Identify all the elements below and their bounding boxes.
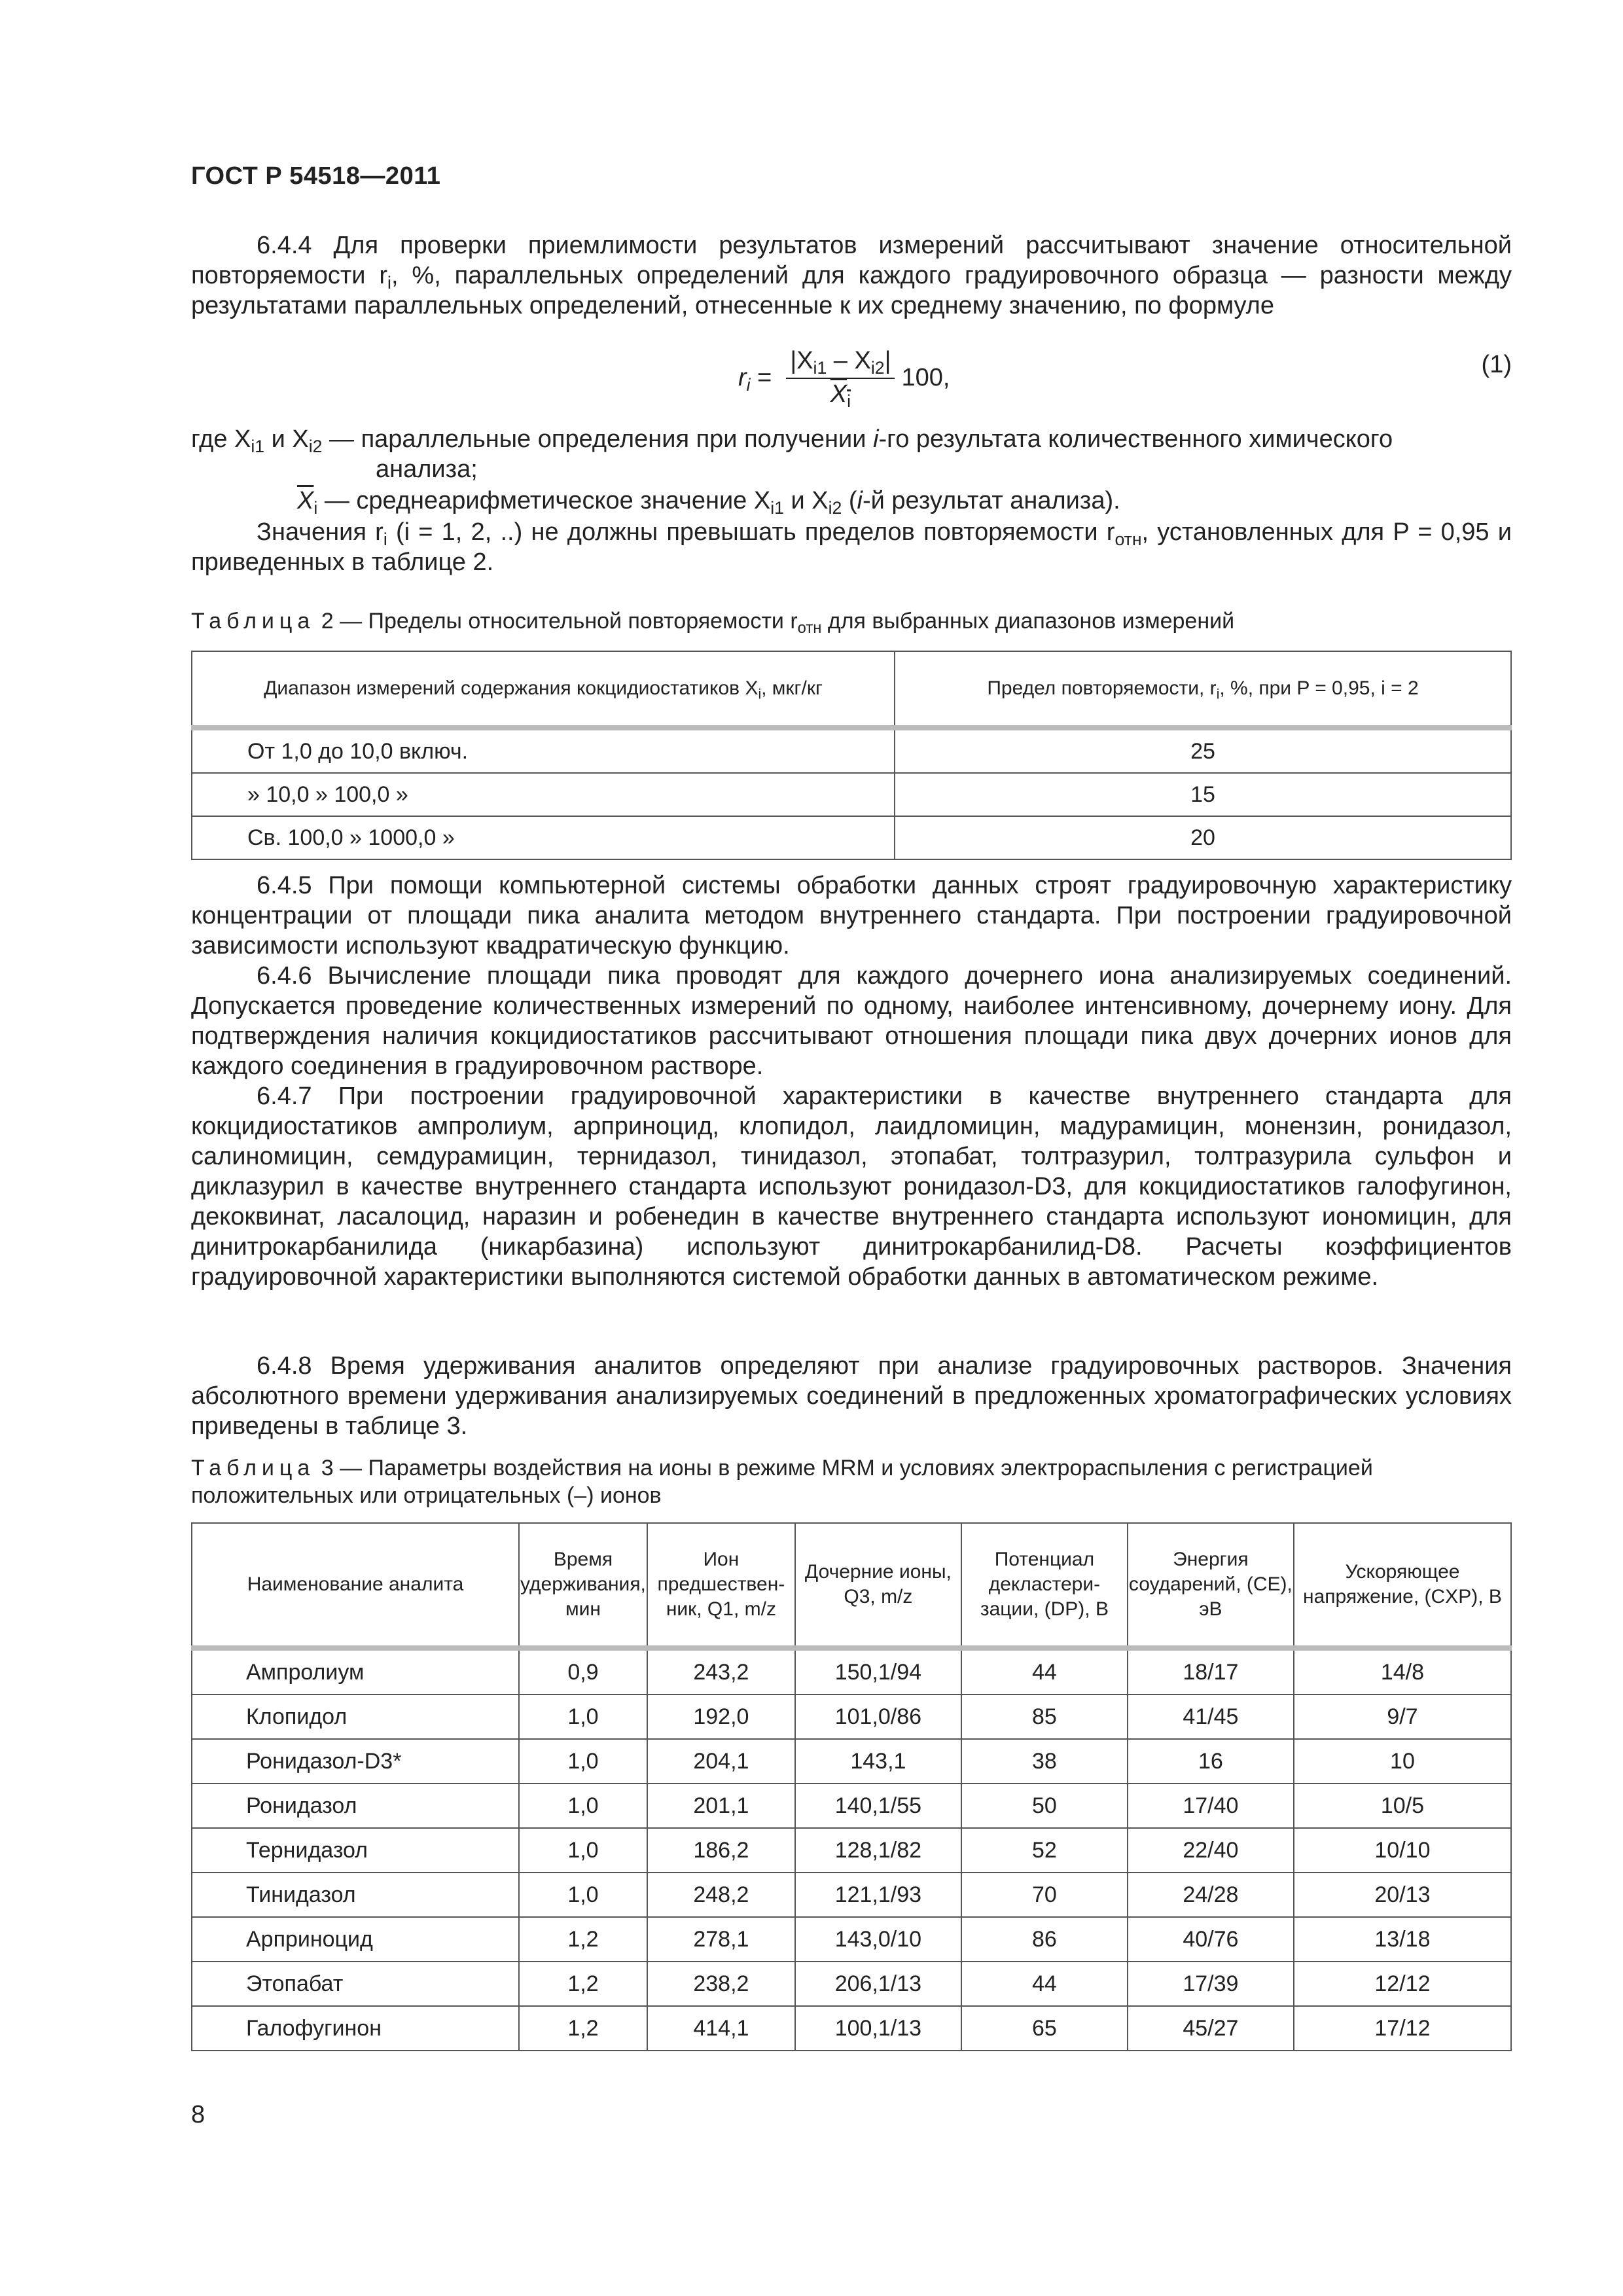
table-row: От 1,0 до 10,0 включ. 25 (192, 728, 1511, 773)
paragraph-6-4-5: 6.4.5 При помощи компьютерной системы обработки данных строят градуировочную характеристику концентрации от площади пика аналита методом внутреннего стандарта. При построении градуировочной зависимости используют квадратическую функцию. (191, 872, 1512, 960)
table-row (192, 1739, 1511, 1784)
table-cell: 204,1 (647, 1739, 795, 1784)
table-cell: 16 (1128, 1739, 1294, 1784)
table-cell: 14/8 (1294, 1648, 1511, 1695)
where-line-2: $\overline{X}_i$ — среднеарифметическое значение $X_{i1}$ и $X_{i2}$ (i-й результат анализа). (297, 487, 1120, 518)
table-cell: 24/28 (1128, 1873, 1294, 1917)
table-cell: Тернидазол (192, 1828, 519, 1873)
table-cell: 12/12 (1294, 1962, 1511, 2006)
table3-header-daughter: Дочерние ионы, Q3, m/z (795, 1523, 961, 1648)
table-cell: 20/13 (1294, 1873, 1511, 1917)
table-row (192, 1873, 1511, 1917)
paragraph-values: Значения $r_i$ (i = 1, 2, ..) не должны превышать пределов повторяемости $r_{отн}$, установленных для P = 0,95 и приведенных в таблице 2. (191, 518, 1512, 576)
table-cell: 86 (961, 1917, 1128, 1962)
table-cell: 1,0 (519, 1695, 647, 1739)
table-row: » 10,0 » 100,0 » 15 (192, 773, 1511, 816)
table-cell: 10/5 (1294, 1784, 1511, 1828)
table-cell: 243,2 (647, 1648, 795, 1695)
table-cell: 150,1/94 (795, 1648, 961, 1695)
table-cell: 248,2 (647, 1873, 795, 1917)
formula-expression: $r_i$ = $\frac{|X_{i1} - X_{i2}|}{X_i}$ 100, (738, 347, 950, 411)
paragraph-6-4-8: 6.4.8 Время удерживания аналитов определяют при анализе градуировочных растворов. Значения абсолютного времени удерживания анализируемых соединений в предложенных хроматографических условиях приведены в таблице 3. (191, 1352, 1512, 1440)
table-cell: 17/12 (1294, 2006, 1511, 2051)
table-cell: 22/40 (1128, 1828, 1294, 1873)
table-cell: 1,2 (519, 1962, 647, 2006)
table3-header-ce: Энергия соударений, (CE), эВ (1128, 1523, 1294, 1648)
paragraph-6-4-7: 6.4.7 При построении градуировочной характеристики в качестве внутреннего стандарта для кокцидиостатиков ампролиум, арприноцид, клопидол, лаидломицин, мадурамицин, монензин, ронидазол, салиномицин, семдурамицин, тернидазол, тинидазол, этопабат, толтразурил, толтразурила сульфон и диклазурил в качестве внутреннего стандарта используют ронидазол-D3, для кокцидиостатиков галофугинон, декоквинат, ласалоцид, наразин и робенедин в качестве внутреннего стандарта используют иономицин, для динитрокарбанилида (никарбазина) используют динитрокарбанилид-D8. Расчеты коэффициентов градуировочной характеристики выполняются системой обработки данных в автоматическом режиме. (191, 1083, 1512, 1291)
table3-body (192, 1648, 1511, 2051)
table-cell: 143,0/10 (795, 1917, 961, 1962)
formula-fraction: $\frac{|X_{i1} - X_{i2}|}{X_i}$ (786, 347, 895, 408)
table-cell: 9/7 (1294, 1695, 1511, 1739)
table-cell: 17/39 (1128, 1962, 1294, 2006)
table-cell: 100,1/13 (795, 2006, 961, 2051)
where-line-1: где $X_{i1}$ и $X_{i2}$ — параллельные определения при получении i-го результата количественного химического (191, 425, 1393, 456)
table-row (192, 1695, 1511, 1739)
table-cell: 52 (961, 1828, 1128, 1873)
where-line-1b: анализа; (376, 456, 478, 483)
table-cell: 128,1/82 (795, 1828, 961, 1873)
table-cell: Этопабат (192, 1962, 519, 2006)
table-cell: 121,1/93 (795, 1873, 961, 1917)
table-cell: Галофугинон (192, 2006, 519, 2051)
table-cell: 44 (961, 1962, 1128, 2006)
table-cell: 101,0/86 (795, 1695, 961, 1739)
table-cell: 1,0 (519, 1739, 647, 1784)
table-cell: 140,1/55 (795, 1784, 961, 1828)
table-cell: 414,1 (647, 2006, 795, 2051)
table3-header-dp: Потенциал декластери-зации, (DP), В (961, 1523, 1128, 1648)
table-cell: Тинидазол (192, 1873, 519, 1917)
table-cell: 70 (961, 1873, 1128, 1917)
table-cell: 1,0 (519, 1873, 647, 1917)
table-2 (191, 651, 1512, 860)
table-row: Св. 100,0 » 1000,0 » 20 (192, 816, 1511, 859)
table-cell: 238,2 (647, 1962, 795, 2006)
table-cell: 143,1 (795, 1739, 961, 1784)
table-cell: 10/10 (1294, 1828, 1511, 1873)
table-cell: 206,1/13 (795, 1962, 961, 2006)
table-cell: 1,0 (519, 1784, 647, 1828)
table-cell: 1,2 (519, 1917, 647, 1962)
page-number: 8 (191, 2101, 205, 2128)
paragraph-6-4-4: 6.4.4 Для проверки приемлимости результатов измерений рассчитывают значение относительной повторяемости $r_i$, %, параллельных определений для каждого градуировочного образца — разности между результатами параллельных определений, отнесенные к их среднему значению, по формуле (191, 232, 1512, 319)
table-cell: 65 (961, 2006, 1128, 2051)
table-cell: 50 (961, 1784, 1128, 1828)
table3-header-precursor: Ион предшествен-ник, Q1, m/z (647, 1523, 795, 1648)
table-cell: 192,0 (647, 1695, 795, 1739)
table3-header-name: Наименование аналита (192, 1523, 519, 1648)
table-cell: 201,1 (647, 1784, 795, 1828)
table-cell: 13/18 (1294, 1917, 1511, 1962)
table-3 (191, 1522, 1512, 2051)
table-cell: 278,1 (647, 1917, 795, 1962)
table-cell: 41/45 (1128, 1695, 1294, 1739)
table-cell: 18/17 (1128, 1648, 1294, 1695)
table-cell: 10 (1294, 1739, 1511, 1784)
table-row (192, 1917, 1511, 1962)
formula-1 (191, 342, 1512, 414)
table-row (192, 1962, 1511, 2006)
table-cell: Ампролиум (192, 1648, 519, 1695)
table-cell: 44 (961, 1648, 1128, 1695)
table-cell: 38 (961, 1739, 1128, 1784)
table-cell: Ронидазол (192, 1784, 519, 1828)
table-cell: 1,0 (519, 1828, 647, 1873)
document-header: ГОСТ Р 54518—2011 (191, 162, 441, 190)
table-cell: 17/40 (1128, 1784, 1294, 1828)
table-row (192, 1784, 1511, 1828)
table-cell: 0,9 (519, 1648, 647, 1695)
table-cell: Арприноцид (192, 1917, 519, 1962)
table-cell: 1,2 (519, 2006, 647, 2051)
table-cell: Клопидол (192, 1695, 519, 1739)
table-cell: 45/27 (1128, 2006, 1294, 2051)
table-row (192, 1648, 1511, 1695)
table2-col-limit: Предел повторяемости, $r_i$, %, при P = 0,95, i = 2 (895, 651, 1511, 728)
table2-col-range: Диапазон измерений содержания кокцидиостатиков $X_i$, мкг/кг (192, 651, 895, 728)
table3-caption: Таблица 3 — Параметры воздействия на ионы в режиме MRM и условиях электрораспыления с регистрацией положительных или отрицательных (–) ионов (191, 1456, 1373, 1508)
table-row (192, 2006, 1511, 2051)
formula-number: (1) (1481, 351, 1512, 378)
paragraph-6-4-6: 6.4.6 Вычисление площади пика проводят для каждого дочернего иона анализируемых соединений. Допускается проведение количественных измерений по одному, наиболее интенсивному, дочернему иону. Для подтверждения наличия кокцидиостатиков рассчитывают отношения площади пика двух дочерних ионов для каждого соединения в градуировочном растворе. (191, 962, 1512, 1080)
table2-caption: Таблица 2 — Пределы относительной повторяемости $r_{отн}$ для выбранных диапазонов измерений (191, 609, 1235, 637)
table3-header-cxp: Ускоряющее напряжение, (CXP), В (1294, 1523, 1511, 1648)
table-cell: 40/76 (1128, 1917, 1294, 1962)
table-cell: Ронидазол-D3* (192, 1739, 519, 1784)
table-cell: 186,2 (647, 1828, 795, 1873)
document-page (191, 0, 1512, 2296)
table-row (192, 1828, 1511, 1873)
table-cell: 85 (961, 1695, 1128, 1739)
table3-header-retention: Время удерживания, мин (519, 1523, 647, 1648)
